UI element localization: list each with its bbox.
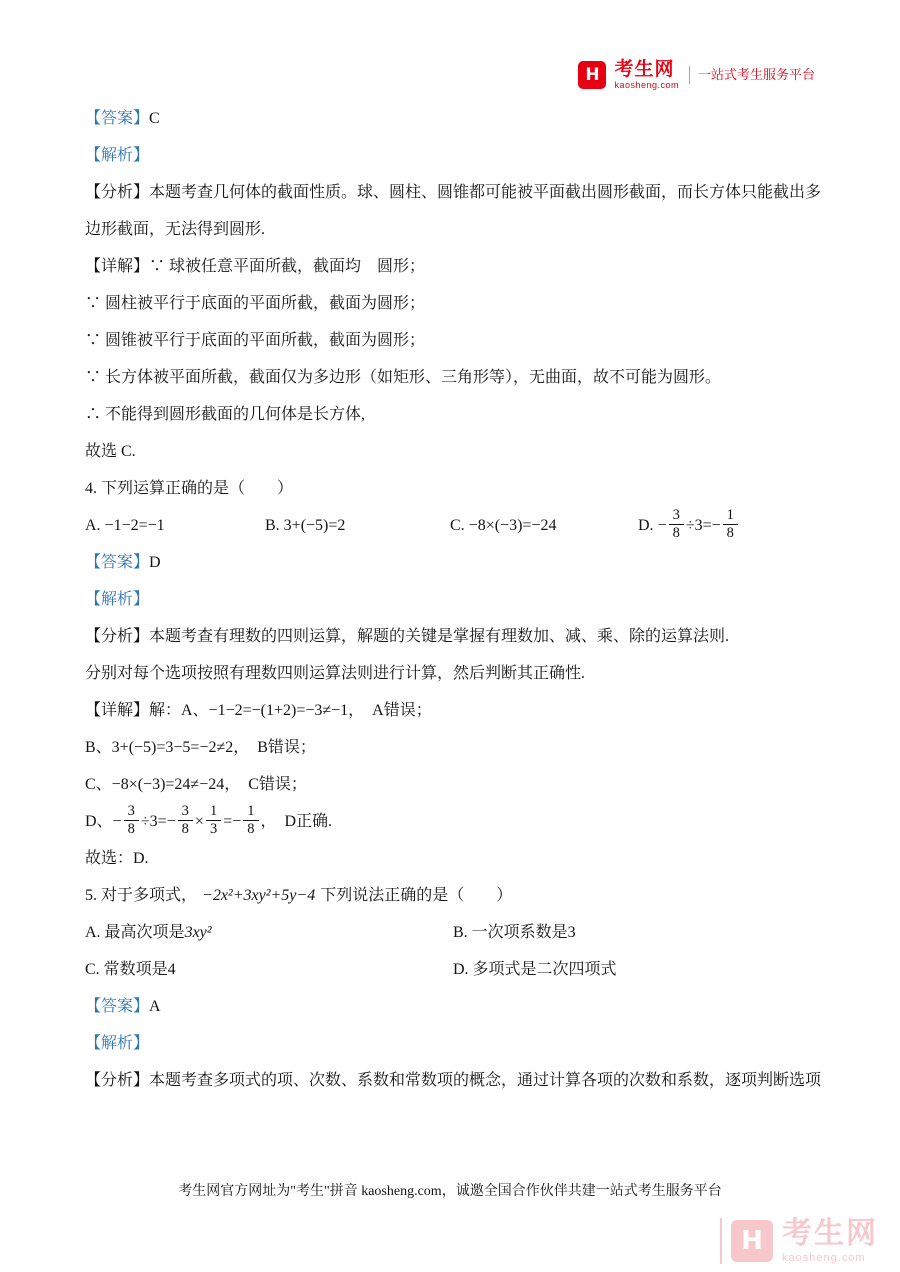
numerator: 3	[181, 802, 189, 819]
brand-name: 考生网	[614, 59, 675, 80]
q4-option-a: A. −1−2=−1	[85, 517, 165, 534]
answer-label: 【答案】	[85, 110, 150, 127]
q4-jiexi-line	[85, 581, 833, 618]
denominator: 8	[243, 820, 258, 837]
q5-option-a	[85, 914, 453, 951]
q4-option-d	[638, 507, 833, 544]
q5-option-d: D. 多项式是二次四项式	[453, 961, 617, 978]
answer-value: A	[149, 998, 161, 1015]
q5-option-c: C. 常数项是4	[85, 961, 176, 978]
stem-text: 下列说法正确的是（ ）	[320, 887, 513, 904]
answer-value: D	[149, 554, 161, 571]
fraction	[669, 508, 684, 541]
q5-answer-line	[85, 988, 833, 1025]
q5-option-b: B. 一次项系数是3	[453, 924, 576, 941]
q4-answer-line	[85, 544, 833, 581]
q3-jiexi-line	[85, 137, 833, 174]
q4-detail-line-a: 【详解】解：A、−1−2=−(1+2)=−3≠−1， A错误；	[85, 702, 432, 719]
answer-label: 【答案】	[85, 998, 150, 1015]
answer-value: C	[149, 110, 160, 127]
numerator: 1	[209, 802, 218, 819]
math-fragment: 3xy²	[184, 924, 212, 941]
q4-option-b: B. 3+(−5)=2	[265, 517, 346, 534]
denominator: 8	[178, 820, 193, 837]
q3-detail-line-1: 【详解】∵ 球被任意平面所截，截面均 圆形；	[85, 258, 426, 275]
q3-answer-line	[85, 100, 833, 137]
watermark-brand: 考生网	[782, 1216, 878, 1250]
jiexi-label: 【解析】	[85, 1035, 150, 1052]
q5-stem	[85, 877, 833, 914]
q4-stem: 4. 下列运算正确的是（ ）	[85, 480, 294, 497]
math-fragment: ， D正确.	[260, 813, 333, 830]
q3-conclusion-line: 故选 C.	[85, 443, 136, 460]
numerator: 3	[127, 802, 135, 819]
q4-detail-line-b: B、3+(−5)=3−5=−2≠2， B错误；	[85, 739, 316, 756]
denominator: 8	[124, 820, 139, 837]
document-content	[85, 100, 833, 1099]
kaosheng-watermark	[720, 1218, 878, 1264]
answer-label: 【答案】	[85, 554, 150, 571]
q4-analysis-line-2: 分别对每个选项按照有理数四则运算法则进行计算，然后判断其正确性.	[85, 665, 586, 682]
numerator: 1	[247, 802, 255, 819]
denominator: 8	[669, 524, 684, 541]
q3-detail-line-2: ∵ 圆柱被平行于底面的平面所截，截面为圆形；	[85, 295, 426, 312]
q4-option-c: C. −8×(−3)=−24	[450, 517, 557, 534]
watermark-divider	[720, 1218, 722, 1264]
kaosheng-logo-text	[614, 60, 679, 90]
math-fragment: ÷3=−	[140, 813, 176, 830]
fraction	[723, 508, 738, 541]
option-label: D.	[638, 517, 654, 534]
fraction	[178, 804, 193, 837]
denominator: 8	[723, 524, 738, 541]
polynomial-expression: −2x²+3xy²+5y−4	[202, 887, 316, 904]
math-fragment: −	[657, 517, 667, 534]
kaosheng-watermark-icon: H	[731, 1220, 773, 1262]
math-fragment: ×	[194, 813, 204, 830]
fraction	[243, 804, 258, 837]
math-fragment: =−	[223, 813, 242, 830]
q5-jiexi-line	[85, 1025, 833, 1062]
math-fragment: D、−	[85, 813, 122, 830]
q4-detail-line-c: C、−8×(−3)=24≠−24， C错误；	[85, 776, 307, 793]
q3-detail-line-3: ∵ 圆锥被平行于底面的平面所截，截面为圆形；	[85, 332, 426, 349]
q5-analysis-paragraph: 【分析】本题考查多项式的项、次数、系数和常数项的概念，通过计算各项的次数和系数，逐项判断选项	[85, 1072, 822, 1089]
q4-options-row	[85, 507, 833, 544]
q4-analysis-line-1: 【分析】本题考查有理数的四则运算，解题的关键是掌握有理数加、减、乘、除的运算法则.	[85, 628, 730, 645]
q3-detail-line-5: ∴ 不能得到圆形截面的几何体是长方体,	[85, 406, 366, 423]
option-text: A. 最高次项是	[85, 924, 185, 941]
q4-detail-line-d	[85, 803, 833, 840]
jiexi-label: 【解析】	[85, 147, 150, 164]
q3-analysis-paragraph: 【分析】本题考查几何体的截面性质。球、圆柱、圆锥都可能被平面截出圆形截面，而长方体只能截出多边形截面，无法得到圆形.	[85, 184, 822, 238]
q4-conclusion-line: 故选：D.	[85, 850, 149, 867]
fraction	[206, 804, 221, 837]
q5-options-row-2	[85, 951, 833, 988]
watermark-domain: kaosheng.com	[782, 1251, 866, 1264]
stem-text: 5. 对于多项式，	[85, 887, 198, 904]
brand-domain: kaosheng.com	[614, 80, 679, 90]
page-footer: 考生网官方网址为"考生"拼音 kaosheng.com，诚邀全国合作伙伴共建一站式考生服务平台	[178, 1184, 722, 1199]
q5-options-row-1	[85, 914, 833, 951]
site-header	[578, 60, 815, 90]
jiexi-label: 【解析】	[85, 591, 150, 608]
numerator: 3	[672, 506, 680, 523]
math-fragment: ÷3=−	[685, 517, 721, 534]
denominator: 3	[206, 820, 221, 837]
brand-tagline: 一站式考生服务平台	[689, 66, 815, 84]
watermark-text	[782, 1216, 878, 1264]
kaosheng-logo-icon: H	[578, 61, 606, 89]
q3-detail-line-4: ∵ 长方体被平面所截，截面仅为多边形（如矩形、三角形等），无曲面，故不可能为圆形。	[85, 369, 722, 386]
fraction	[124, 804, 139, 837]
numerator: 1	[726, 506, 734, 523]
